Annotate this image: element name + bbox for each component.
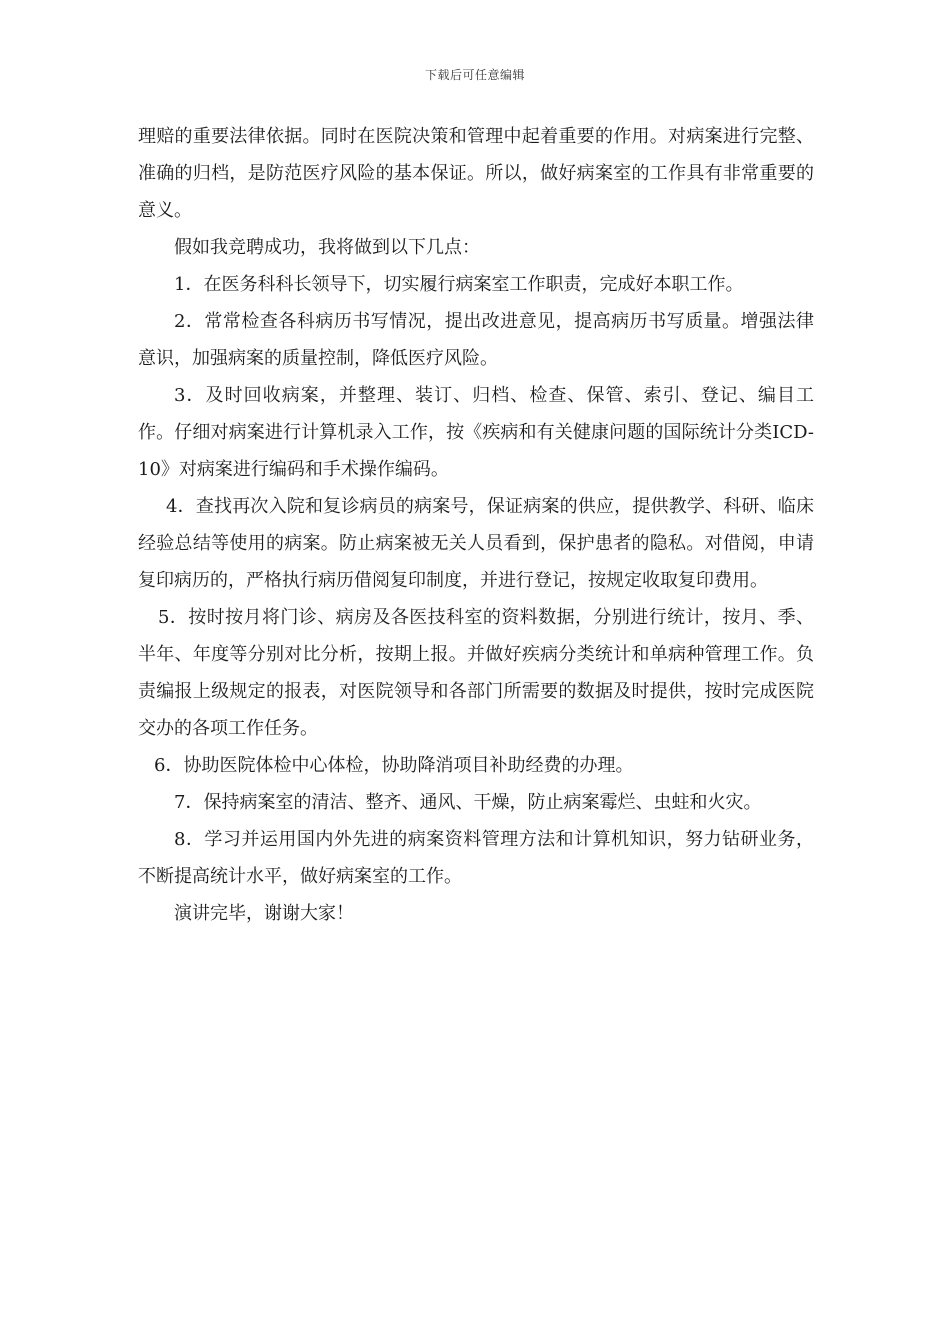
list-item-8: 8．学习并运用国内外先进的病案资料管理方法和计算机知识，努力钻研业务，不断提高统计水平，做好病案室的工作。 [138, 829, 814, 887]
closing-remark: 演讲完毕，谢谢大家！ [174, 903, 354, 924]
list-item-2: 2．常常检查各科病历书写情况，提出改进意见，提高病历书写质量。增强法律意识，加强病案的质量控制，降低医疗风险。 [138, 311, 814, 369]
list-item-1: 1．在医务科科长领导下，切实履行病案室工作职责，完成好本职工作。 [174, 274, 744, 295]
list-item-7: 7．保持病案室的清洁、整齐、通风、干燥，防止病案霉烂、虫蛀和火灾。 [174, 792, 762, 813]
document-body [138, 118, 814, 932]
list-item-6: 6．协助医院体检中心体检，协助降消项目补助经费的办理。 [154, 755, 634, 776]
list-item-5: 5．按时按月将门诊、病房及各医技科室的资料数据，分别进行统计，按月、季、半年、年度等分别对比分析，按期上报。并做好疾病分类统计和单病种管理工作。负责编报上级规定的报表，对医院领导和各部门所需要的数据及时提供，按时完成医院交办的各项工作任务。 [138, 607, 814, 739]
paragraph-commitment: 假如我竞聘成功，我将做到以下几点： [174, 237, 480, 258]
list-item-4: 4．查找再次入院和复诊病员的病案号，保证病案的供应，提供教学、科研、临床经验总结等使用的病案。防止病案被无关人员看到，保护患者的隐私。对借阅，申请复印病历的，严格执行病历借阅复印制度，并进行登记，按规定收取复印费用。 [138, 496, 814, 591]
paragraph-intro-continuation: 理赔的重要法律依据。同时在医院决策和管理中起着重要的作用。对病案进行完整、准确的归档，是防范医疗风险的基本保证。所以，做好病案室的工作具有非常重要的意义。 [138, 126, 814, 221]
list-item-3: 3．及时回收病案，并整理、装订、归档、检查、保管、索引、登记、编目工作。仔细对病案进行计算机录入工作，按《疾病和有关健康问题的国际统计分类ICD-10》对病案进行编码和手术操作编码。 [138, 385, 814, 480]
header-note: 下载后可任意编辑 [424, 68, 525, 82]
